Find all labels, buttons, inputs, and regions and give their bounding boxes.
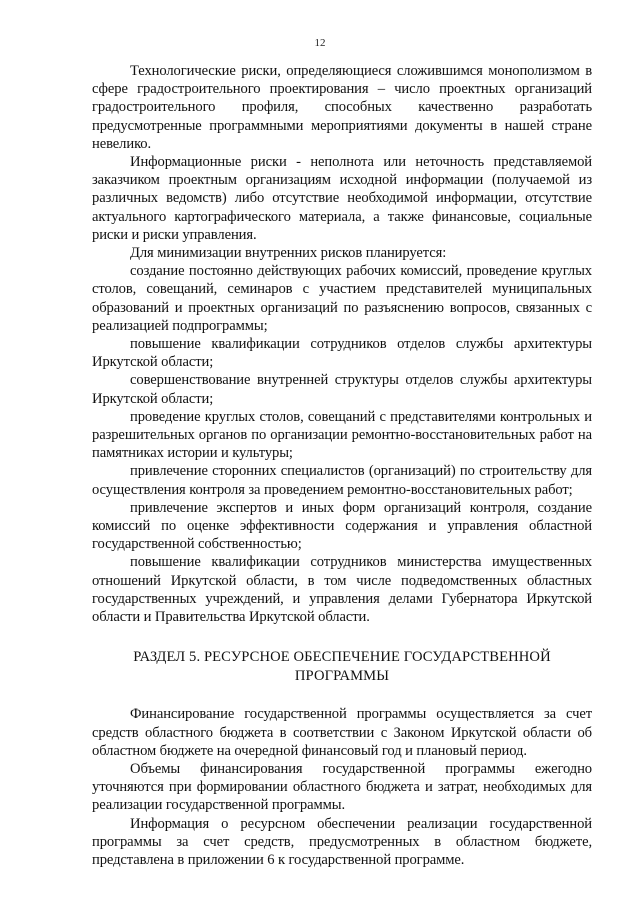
document-body <box>92 62 592 869</box>
paragraph-financing: Финансирование государственной программы осуществляется за счет средств областного бюджета в соответствии с Законом Иркутской области об областном бюджете на очередной финансовый год и плановый период. <box>92 706 592 759</box>
paragraph-financing-volumes: Объемы финансирования государственной программы ежегодно уточняются при формировании областного бюджета и затрат, необходимых для реализации государственной программы. <box>92 760 592 814</box>
paragraph-information-risks: Информационные риски - неполнота или неточность представляемой заказчиком проектным организациям исходной информации (получаемой из различных ведомств) либо отсутствие необходимой информации, отсутствие актуального картографического материала, а также финансовые, социальные риски и риски управления. <box>92 154 592 243</box>
paragraph-minimization-intro: Для минимизации внутренних рисков планируется: <box>130 245 447 262</box>
list-item-qualification-architecture: повышение квалификации сотрудников отделов службы архитектуры Иркутской области; <box>92 336 592 371</box>
list-item-round-tables: проведение круглых столов, совещаний с представителями контрольных и разрешительных органов по организации ремонтно-восстановительных работ на памятниках истории и культуры; <box>92 408 592 462</box>
paragraph-resource-info: Информация о ресурсном обеспечении реализации государственной программы за счет средств, предусмотренных в областном бюджете, представлена в приложении 6 к государственной программе. <box>92 815 592 868</box>
page-number: 12 <box>314 37 326 49</box>
list-item-experts: привлечение экспертов и иных форм организаций контроля, создание комиссий по оценке эффективности содержания и управления областной государственной собственностью; <box>92 499 592 553</box>
list-item-qualification-ministry: повышение квалификации сотрудников министерства имущественных отношений Иркутской области, в том числе подведомственных областных государственных учреждений, и управления делами Губернатора Иркутской области и Правительства Иркутской области. <box>92 554 592 626</box>
list-item-structure-improvement: совершенствование внутренней структуры отделов службы архитектуры Иркутской области; <box>92 372 592 407</box>
section-title-line-2: ПРОГРАММЫ <box>294 667 390 684</box>
list-item-third-party-specialists: привлечение сторонних специалистов (организаций) по строительству для осуществления контроля за проведением ремонтно-восстановительных работ; <box>92 463 592 498</box>
section-title-line-1: РАЗДЕЛ 5. РЕСУРСНОЕ ОБЕСПЕЧЕНИЕ ГОСУДАРСТВЕННОЙ <box>133 649 551 666</box>
paragraph-technological-risks: Технологические риски, определяющиеся сложившимся монополизмом в сфере градостроительного проектирования – число проектных организаций градостроительного профиля, способных качественно разработать предусмотренные программными мероприятиями документы в нашей стране невелико. <box>92 63 592 152</box>
list-item-commissions: создание постоянно действующих рабочих комиссий, проведение круглых столов, совещаний, семинаров с участием представителей муниципальных образований и проектных организаций по разъяснению вопросов, связанных с реализацией подпрограммы; <box>92 263 592 334</box>
section-title <box>92 648 592 685</box>
